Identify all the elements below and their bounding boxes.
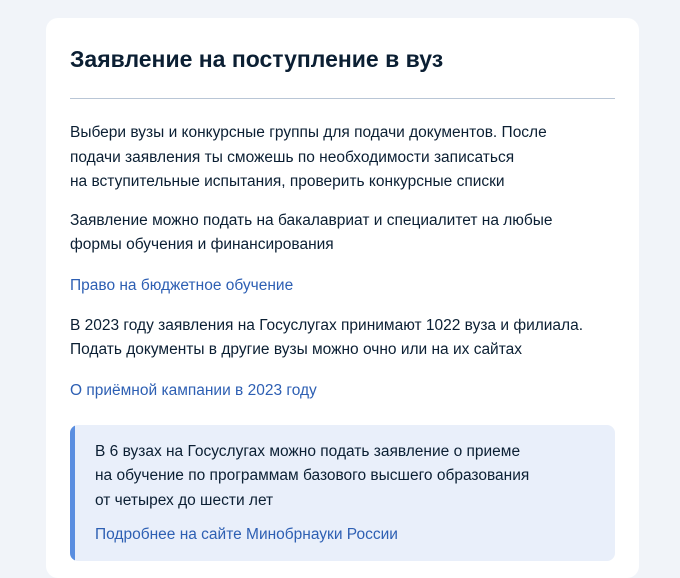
forms-text [70,209,615,258]
page-title: Заявление на поступление в вуз [70,46,444,72]
notice-accent-bar [70,425,75,562]
notice-text [95,440,595,514]
admission-campaign-link[interactable]: О приёмной кампании в 2023 году [70,381,317,399]
info-notice [70,425,615,562]
notice-line: от четырех до шести лет [95,491,274,509]
notice-line: В 6 вузах на Госуслугах можно подать заявление о приеме [95,442,521,460]
intro-text [70,121,615,195]
ministry-site-link[interactable]: Подробнее на сайте Минобрнауки России [95,526,398,543]
stats-text [70,314,615,363]
intro-line: Выбери вузы и конкурсные группы для подачи документов. После [70,124,547,141]
stats-line: В 2023 году заявления на Госуслугах принимают 1022 вуза и филиала. [70,316,584,334]
stats-line: Подать документы в другие вузы можно очно или на их сайтах [70,341,523,358]
forms-line: формы обучения и финансирования [70,236,334,253]
title-divider [70,98,615,99]
notice-line: на обучение по программам базового высшего образования [95,467,530,484]
application-card [46,18,639,578]
intro-line: на вступительные испытания, проверить конкурсные списки [70,173,505,190]
intro-line: подачи заявления ты сможешь по необходимости записаться [70,148,515,166]
forms-line: Заявление можно подать на бакалавриат и специалитет на любые [70,211,553,229]
budget-education-link[interactable]: Право на бюджетное обучение [70,276,294,294]
